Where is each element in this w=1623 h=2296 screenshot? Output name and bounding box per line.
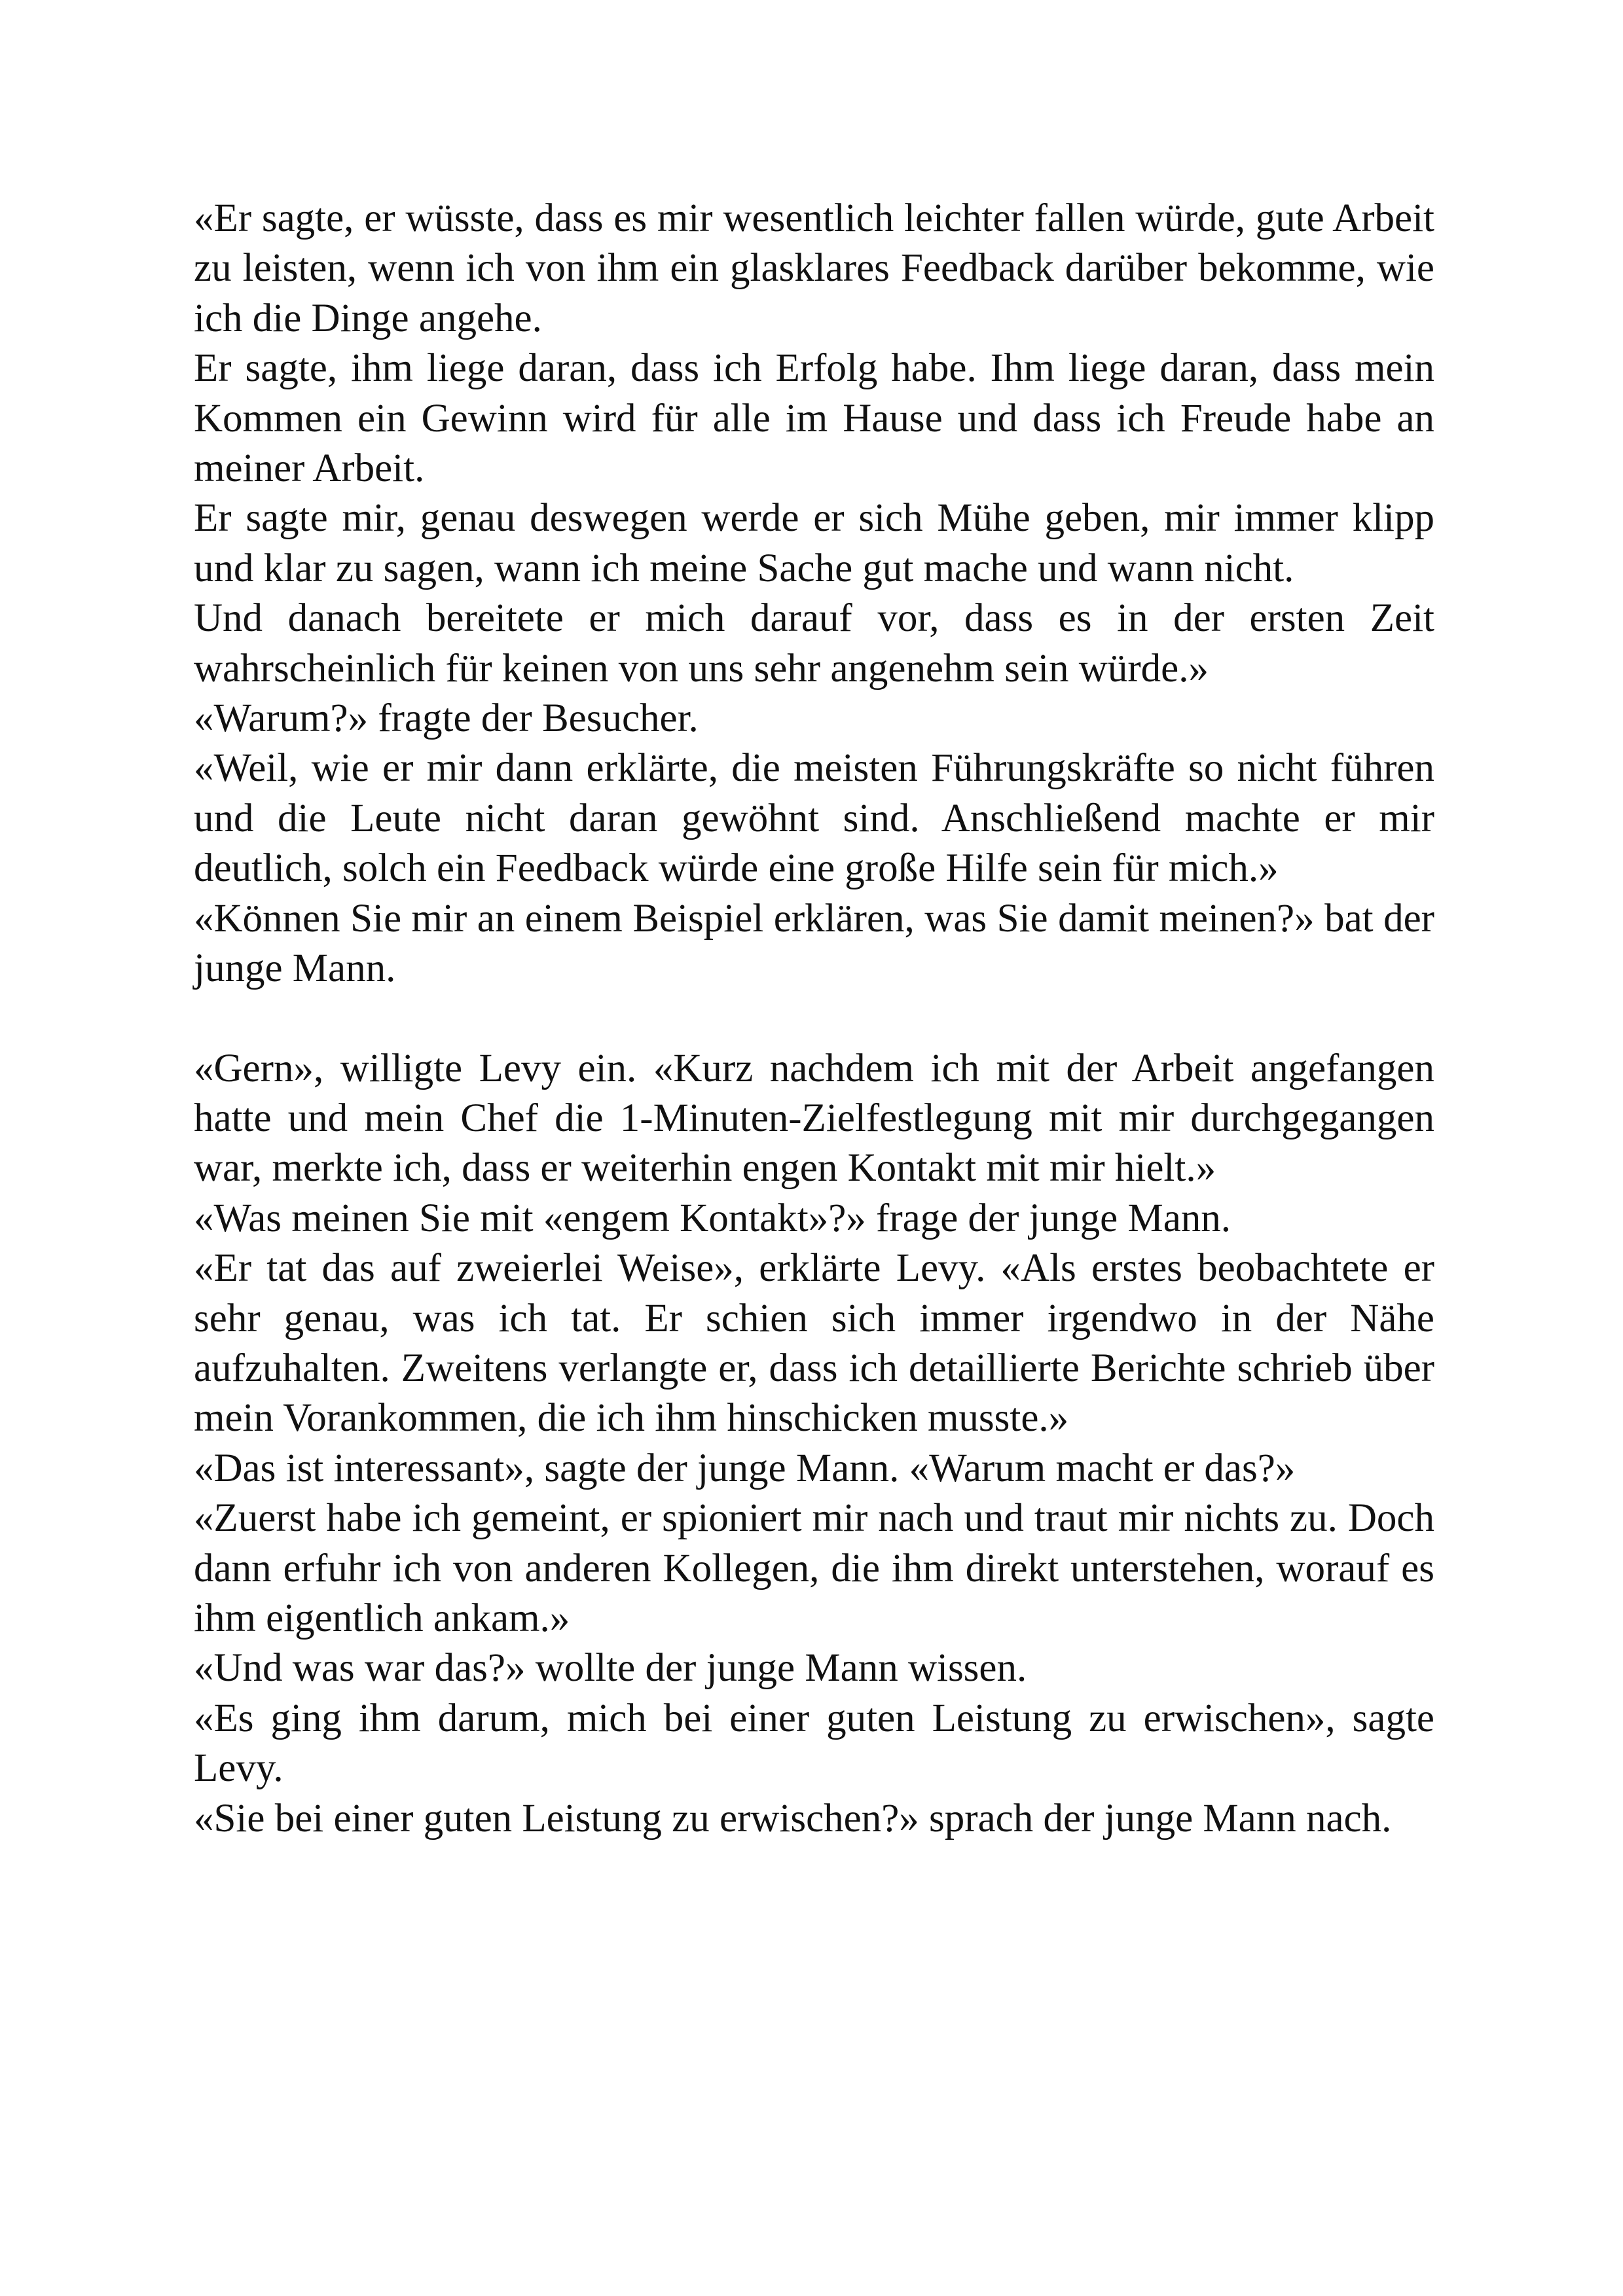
paragraph: «Das ist interessant», sagte der junge Mann. «Warum macht er das?» [194, 1446, 1296, 1490]
paragraph: «Er tat das auf zweierlei Weise», erklärte Levy. «Als erstes beobachtete er sehr genau, was ich tat. Er schien sich immer irgendwo in der Nähe aufzuhalten. Zweitens verlangte er, dass ich detaillierte Berichte schrieb über mein Vorankommen, die ich ihm hinschicken musste.» [194, 1246, 1434, 1441]
paragraph: Er sagte mir, genau deswegen werde er sich Mühe geben, mir immer klipp und klar zu sagen, wann ich meine Sache gut mache und wann nicht. [194, 496, 1434, 590]
body-text [194, 194, 1434, 1844]
paragraph: «Können Sie mir an einem Beispiel erklären, was Sie damit meinen?» bat der junge Mann. [194, 896, 1434, 991]
paragraph: «Er sagte, er wüsste, dass es mir wesentlich leichter fallen würde, gute Arbeit zu leisten, wenn ich von ihm ein glasklares Feedback darüber bekomme, wie ich die Dinge angehe. [194, 196, 1434, 340]
paragraph: Er sagte, ihm liege daran, dass ich Erfolg habe. Ihm liege daran, dass mein Kommen ein Gewinn wird für alle im Hause und dass ich Freude habe an meiner Arbeit. [194, 346, 1434, 491]
paragraph: «Zuerst habe ich gemeint, er spioniert mir nach und traut mir nichts zu. Doch dann erfuhr ich von anderen Kollegen, die ihm direkt unterstehen, worauf es ihm eigentlich ankam.» [194, 1496, 1434, 1640]
paragraph: «Es ging ihm darum, mich bei einer guten Leistung zu erwischen», sagte Levy. [194, 1696, 1434, 1791]
paragraph: «Gern», willigte Levy ein. «Kurz nachdem ich mit der Arbeit angefangen hatte und mein Chef die 1-Minuten-Zielfestlegung mit mir durchgegangen war, merkte ich, dass er weiterhin engen Kontakt mit mir hielt.» [194, 1046, 1434, 1191]
paragraph: «Weil, wie er mir dann erklärte, die meisten Führungskräfte so nicht führen und die Leute nicht daran gewöhnt sind. Anschließend machte er mir deutlich, solch ein Feedback würde eine große Hilfe sein für mich.» [194, 746, 1434, 891]
paragraph: Und danach bereitete er mich darauf vor, dass es in der ersten Zeit wahrscheinlich für keinen von uns sehr angenehm sein würde.» [194, 596, 1434, 691]
paragraph: «Warum?» fragte der Besucher. [194, 696, 699, 741]
paragraph-spacer [194, 994, 1434, 1044]
paragraph: «Sie bei einer guten Leistung zu erwischen?» sprach der junge Mann nach. [194, 1796, 1392, 1840]
paragraph: «Was meinen Sie mit «engem Kontakt»?» frage der junge Mann. [194, 1196, 1231, 1240]
paragraph: «Und was war das?» wollte der junge Mann wissen. [194, 1646, 1027, 1691]
